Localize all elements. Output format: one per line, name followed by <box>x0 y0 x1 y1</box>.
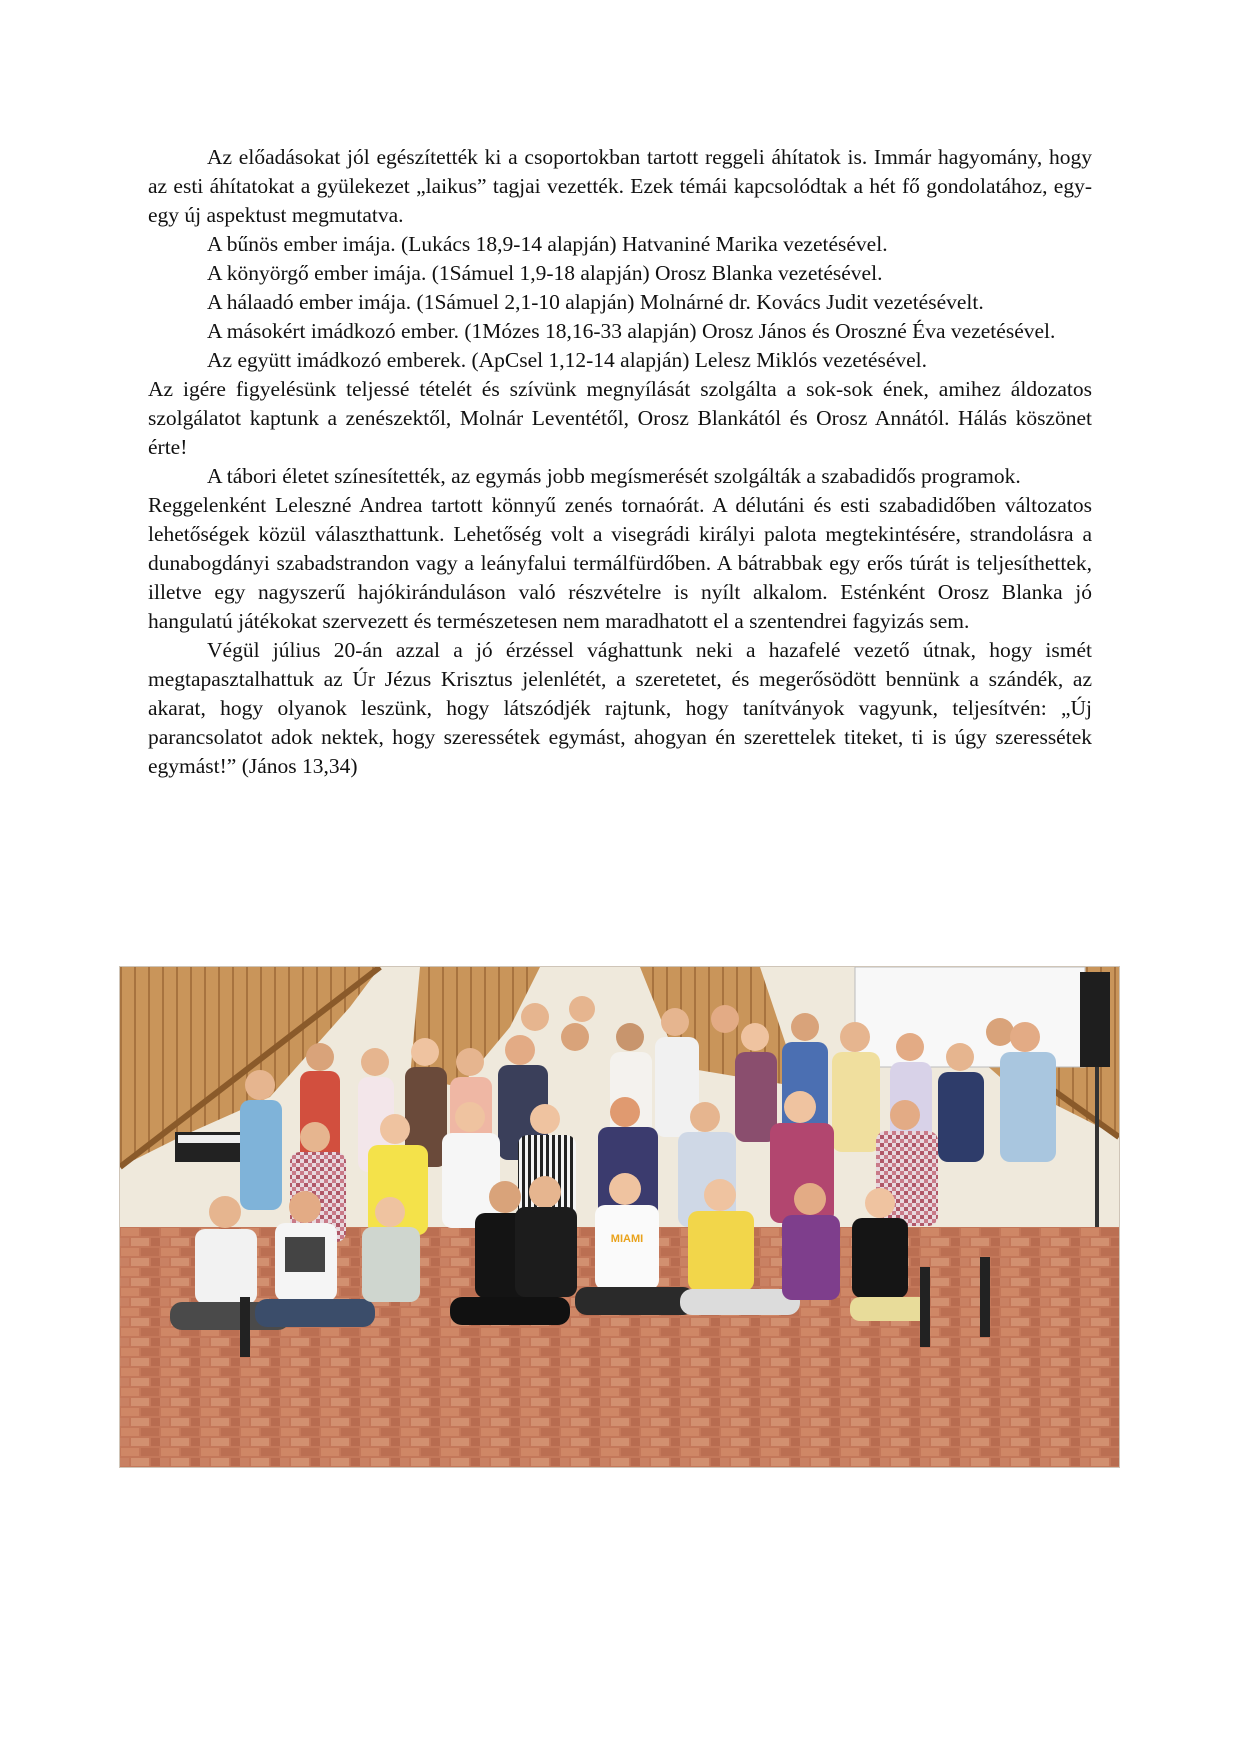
paragraph-devotions: Az előadásokat jól egészítették ki a csoportokban tartott reggeli áhítatok is. Immár hagyomány, hogy az esti áhítatokat a gyülekezet „laikus” tagjai vezették. Ezek témái kapcsolódtak a hét fő gondolatához, egy-egy új aspektust megmutatva. <box>148 145 1092 227</box>
tshirt-print: MIAMI <box>610 1233 644 1245</box>
devotion-item-2: A könyörgő ember imája. (1Sámuel 1,9-18 alapján) Orosz Blanka vezetésével. <box>207 261 883 285</box>
group-photo <box>119 966 1120 1468</box>
devotion-item-3: A hálaadó ember imája. (1Sámuel 2,1-10 alapján) Molnárné dr. Kovács Judit vezetésévelt. <box>207 290 984 314</box>
paragraph-free-time-intro: A tábori életet színesítették, az egymás jobb megísmerését szolgálták a szabadidős programok. <box>207 464 1021 488</box>
devotion-item-1: A bűnös ember imája. (Lukács 18,9-14 alapján) Hatvaniné Marika vezetésével. <box>207 232 888 256</box>
paragraph-closing: Végül július 20-án azzal a jó érzéssel vághattunk neki a hazafelé vezető útnak, hogy ismét megtapasztalhattuk az Úr Jézus Krisztus jelenlétét, a szeretetet, és megerősödött bennünk a szándék, az akarat, hogy olyanok leszünk, hogy látszódjék rajtunk, hogy tanítványok vagyunk, teljesítvén: „Új parancsolatot adok nektek, hogy szeressétek egymást, ahogyan én szerettelek titeket, ti is úgy szeressétek egymást!” (János 13,34) <box>148 638 1092 778</box>
paragraph-music: Az igére figyelésünk teljessé tételét és szívünk megnyílását szolgálta a sok-sok ének, amihez áldozatos szolgálatot kaptunk a zenészektől, Molnár Leventétől, Orosz Blankától és Orosz Annától. Hálás köszönet érte! <box>148 377 1092 459</box>
article-text <box>148 143 1092 781</box>
paragraph-free-time: Reggelenként Leleszné Andrea tartott könnyű zenés tornaórát. A délutáni és esti szabadidőben változatos lehetőségek közül választhattunk. Lehetőség volt a visegrádi királyi palota megtekintésére, strandolásra a dunabogdányi szabadstrandon vagy a leányfalui termálfürdőben. A bátrabbak egy erős túrát is teljesíthettek, illetve egy nagyszerű hajókiránduláson való részvételre is nyílt alkalom. Esténként Orosz Blanka jó hangulatú játékokat szervezett és természetesen nem maradhatott el a szentendrei fagyizás sem. <box>148 493 1092 633</box>
devotion-item-5: Az együtt imádkozó emberek. (ApCsel 1,12-14 alapján) Lelesz Miklós vezetésével. <box>207 348 928 372</box>
devotion-item-4: A másokért imádkozó ember. (1Mózes 18,16-33 alapján) Orosz János és Oroszné Éva vezetésével. <box>207 319 1056 343</box>
